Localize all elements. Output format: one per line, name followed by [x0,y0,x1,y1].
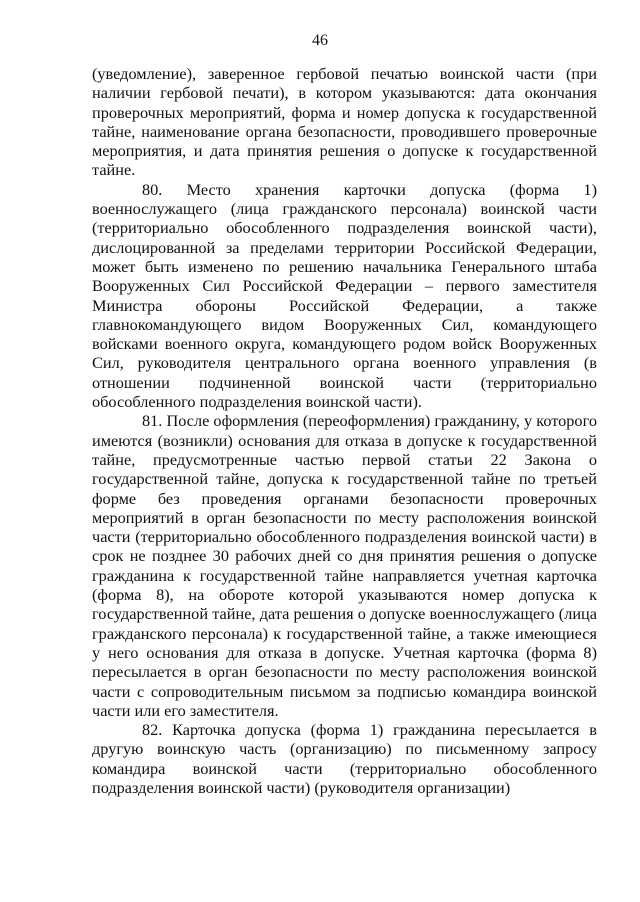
page-number: 46 [312,32,328,49]
paragraph-81: 81. После оформления (переоформления) гражданину, у которого имеются (возникли) основания для отказа в допуске к государственной тайне, предусмотренные частью первой статьи 22 Закона о государственной тайне, допуска к государственной тайне по третьей форме без проведения органами безопасности проверочных мероприятий в орган безопасности по месту расположения воинской части (территориально обособленного подразделения воинской части) в срок не позднее 30 рабочих дней со дня принятия решения о допуске гражданина к государственной тайне направляется учетная карточка (форма 8), на обороте которой указываются номер допуска к государственной тайне, дата решения о допуске военнослужащего (лица гражданского персонала) к государственной тайне, а также имеющиеся у него основания для отказа в допуске. Учетная карточка (форма 8) пересылается в орган безопасности по месту расположения воинской части с сопроводительным письмом за подписью командира воинской части или его заместителя. [92,411,597,720]
document-body [92,64,597,797]
paragraph-80: 80. Место хранения карточки допуска (форма 1) военнослужащего (лица гражданского персонала) воинской части (территориально обособленного подразделения воинской части), дислоцированной за пределами территории Российской Федерации, может быть изменено по решению начальника Генерального штаба Вооруженных Сил Российской Федерации – первого заместителя Министра обороны Российской Федерации, а также главнокомандующего видом Вооруженных Сил, командующего войсками военного округа, командующего родом войск Вооруженных Сил, руководителя центрального органа военного управления (в отношении подчиненной воинской части (территориально обособленного подразделения воинской части). [92,179,597,412]
paragraph-82: 82. Карточка допуска (форма 1) гражданина пересылается в другую воинскую часть (организацию) по письменному запросу командира воинской части (территориально обособленного подразделения воинской части) (руководителя организации) [92,720,597,797]
paragraph-continuation: (уведомление), заверенное гербовой печатью воинской части (при наличии гербовой печати), в котором указываются: дата окончания проверочных мероприятий, форма и номер допуска к государственной тайне, наименование органа безопасности, проводившего проверочные мероприятия, и дата принятия решения о допуске к государственной тайне. [92,64,597,180]
